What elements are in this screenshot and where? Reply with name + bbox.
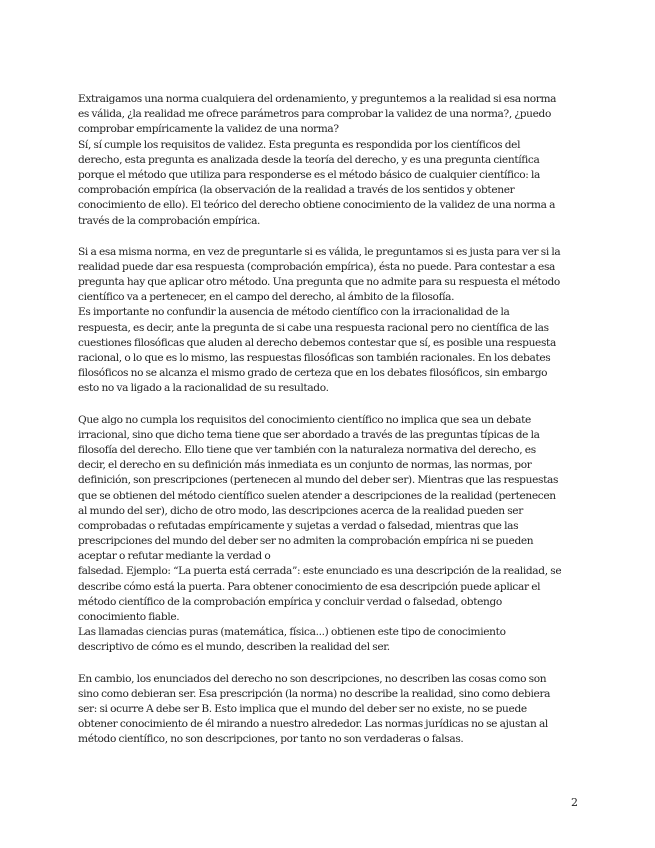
text-line: decir, el derecho en su definición más inmediata es un conjunto de normas, las normas, por xyxy=(78,459,532,472)
text-line: descriptivo de cómo es el mundo, describen la realidad del ser. xyxy=(78,641,390,654)
paragraph xyxy=(78,245,578,397)
text-line: Que algo no cumpla los requisitos del conocimiento científico no implica que sea un debate xyxy=(78,413,531,426)
paragraph-gap xyxy=(78,397,578,413)
text-line: Las llamadas ciencias puras (matemática, física...) obtienen este tipo de conocimiento xyxy=(78,626,506,639)
text-line: describe cómo está la puerta. Para obtener conocimiento de esa descripción puede aplicar el xyxy=(78,580,541,593)
text-line: científico va a pertenecer, en el campo del derecho, al ámbito de la filosofía. xyxy=(78,291,455,304)
paragraph-gap xyxy=(78,229,578,245)
paragraph xyxy=(78,92,578,229)
text-line: método científico de la comprobación empírica y concluir verdad o falsedad, obtengo xyxy=(78,595,502,608)
paragraph xyxy=(78,672,578,748)
text-line: irracional, sino que dicho tema tiene que ser abordado a través de las preguntas típicas de la xyxy=(78,428,540,441)
text-line: racional, o lo que es lo mismo, las respuestas filosóficas son también racionales. En los debates xyxy=(78,352,551,364)
text-line: aceptar o refutar mediante la verdad o xyxy=(78,550,271,563)
text-line: conocimiento fiable. xyxy=(78,611,180,623)
text-line: Extraigamos una norma cualquiera del ordenamiento, y preguntemos a la realidad si esa norma xyxy=(78,93,557,105)
paragraph xyxy=(78,413,578,656)
text-line: realidad puede dar esa respuesta (comprobación empírica), ésta no puede. Para contestar a esa xyxy=(78,260,556,273)
text-line: porque el método que utiliza para responderse es el método básico de cualquier científico: la xyxy=(78,168,541,181)
text-line: En cambio, los enunciados del derecho no son descripciones, no describen las cosas como son xyxy=(78,672,547,685)
text-line: cuestiones filosóficas que aluden al derecho debemos contestar que sí, es posible una respuesta xyxy=(78,336,556,349)
text-line: falsedad. Ejemplo: “La puerta está cerrada”: este enunciado es una descripción de la realidad, se xyxy=(78,565,562,578)
text-line: prescripciones del mundo del deber ser no admiten la comprobación empírica ni se pueden xyxy=(78,535,534,548)
text-line: al mundo del ser), dicho de otro modo, las descripciones acerca de la realidad pueden ser xyxy=(78,504,523,517)
text-line: comprobar empíricamente la validez de una norma? xyxy=(78,123,339,136)
text-line: Es importante no confundir la ausencia de método científico con la irracionalidad de la xyxy=(78,306,510,319)
text-line: comprobación empírica (la observación de la realidad a través de los sentidos y obtener xyxy=(78,184,515,197)
text-line: obtener conocimiento de él mirando a nuestro alrededor. Las normas jurídicas no se ajustan al xyxy=(78,718,548,731)
text-line: filosofía del derecho. Ello tiene que ver también con la naturaleza normativa del derecho, es xyxy=(78,443,536,456)
text-line: que se obtienen del método científico suelen atender a descripciones de la realidad (pertenecen xyxy=(78,489,556,502)
text-line: filosóficos no se alcanza el mismo grado de certeza que en los debates filosóficos, sin embargo xyxy=(78,367,548,380)
paragraph-gap xyxy=(78,656,578,672)
text-line: derecho, esta pregunta es analizada desde la teoría del derecho, y es una pregunta científica xyxy=(78,153,540,166)
text-line: ser: si ocurre A debe ser B. Esto implica que el mundo del deber ser no existe, no se puede xyxy=(78,702,527,715)
text-line: pregunta hay que aplicar otro método. Una pregunta que no admite para su respuesta el método xyxy=(78,276,560,289)
text-line: comprobadas o refutadas empíricamente y sujetas a verdad o falsedad, mientras que las xyxy=(78,519,519,532)
text-line: Sí, sí cumple los requisitos de validez. Esta pregunta es respondida por los científicos del xyxy=(78,138,521,151)
text-line: es válida, ¿la realidad me ofrece parámetros para comprobar la validez de una norma?, ¿puedo xyxy=(78,108,551,121)
text-line: esto no va ligado a la racionalidad de su resultado. xyxy=(78,382,329,395)
text-line: Si a esa misma norma, en vez de preguntarle si es válida, le preguntamos si es justa para ver si la xyxy=(78,245,561,258)
page-number: 2 xyxy=(571,796,578,809)
text-line: conocimiento de ello). El teórico del derecho obtiene conocimiento de la validez de una norma a xyxy=(78,199,556,212)
text-line: sino como debieran ser. Esa prescripción (la norma) no describe la realidad, sino como debiera xyxy=(78,687,551,700)
document-body xyxy=(78,92,578,748)
text-line: respuesta, es decir, ante la pregunta de si cabe una respuesta racional pero no científica de las xyxy=(78,321,549,334)
text-line: definición, son prescripciones (pertenecen al mundo del deber ser). Mientras que las respuestas xyxy=(78,474,559,487)
text-line: método científico, no son descripciones, por tanto no son verdaderas o falsas. xyxy=(78,733,464,746)
text-line: través de la comprobación empírica. xyxy=(78,214,261,227)
